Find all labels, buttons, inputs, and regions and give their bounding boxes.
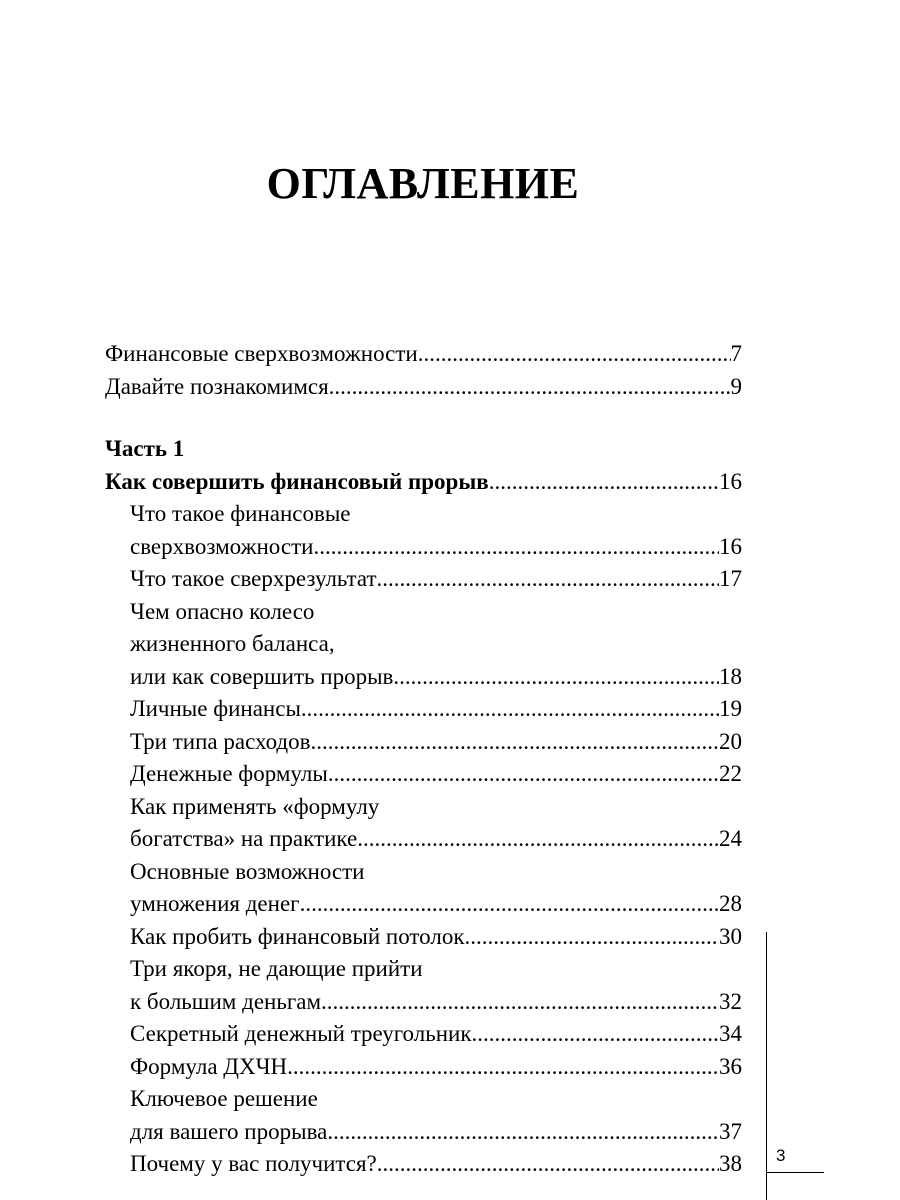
toc-item-page: 30 xyxy=(719,923,742,949)
toc-item-row xyxy=(130,986,742,1019)
toc-dot-leader xyxy=(472,1018,719,1051)
toc-item-page: 36 xyxy=(719,1053,742,1079)
toc-item-title: сверхвозможности xyxy=(130,533,314,559)
toc-item-title: умножения денег xyxy=(130,891,300,916)
toc-item-page: 37 xyxy=(719,1118,742,1144)
toc-dot-leader xyxy=(377,563,719,596)
toc-item-title: для вашего прорыва xyxy=(130,1118,328,1144)
toc-item-title-line: Три якоря, не дающие прийти xyxy=(130,956,423,981)
toc-item-row xyxy=(130,1148,742,1181)
toc-item-title-line: Ключевое решение xyxy=(130,1086,318,1111)
toc-item-row xyxy=(130,531,742,564)
table-of-contents xyxy=(105,338,742,1181)
toc-dot-leader xyxy=(377,1148,719,1181)
toc-entry-page: 7 xyxy=(730,341,742,366)
toc-dot-leader xyxy=(418,338,731,371)
toc-item-page: 24 xyxy=(719,826,742,851)
margin-vertical-rule xyxy=(766,932,767,1200)
toc-dot-leader xyxy=(301,693,719,726)
toc-item[interactable] xyxy=(105,596,742,694)
part-heading-title: Как совершить финансовый прорыв xyxy=(105,468,489,494)
toc-entry[interactable] xyxy=(105,371,742,404)
toc-item-title: Почему у вас получится? xyxy=(130,1151,377,1176)
toc-dot-leader xyxy=(321,986,719,1019)
toc-item-row xyxy=(130,921,742,954)
toc-item[interactable] xyxy=(105,1018,742,1051)
toc-item-title: или как совершить прорыв xyxy=(130,663,394,689)
toc-item-page: 17 xyxy=(719,566,742,591)
toc-item[interactable] xyxy=(105,921,742,954)
toc-item[interactable] xyxy=(105,693,742,726)
toc-dot-leader xyxy=(393,661,719,694)
toc-item-page: 22 xyxy=(719,761,742,786)
part-items-list xyxy=(105,498,742,1181)
toc-entry-page: 9 xyxy=(730,373,742,399)
toc-item-title-line: Чем опасно колесо xyxy=(130,598,315,624)
toc-item[interactable] xyxy=(105,758,742,791)
toc-item-page: 34 xyxy=(719,1021,742,1046)
toc-dot-leader xyxy=(328,758,719,791)
toc-dot-leader xyxy=(329,371,731,404)
toc-entry-title: Финансовые сверхвозможности xyxy=(105,341,418,366)
toc-item-row xyxy=(130,823,742,856)
toc-item-row xyxy=(130,726,742,759)
toc-item[interactable] xyxy=(105,726,742,759)
toc-item-page: 38 xyxy=(719,1151,742,1176)
toc-dot-leader xyxy=(357,823,719,856)
page-title: ОГЛАВЛЕНИЕ xyxy=(266,159,580,208)
part-heading-page: 16 xyxy=(719,468,742,494)
toc-item-page: 18 xyxy=(719,663,742,689)
toc-item-title-line: Как применять «формулу xyxy=(130,793,380,819)
toc-item-page: 19 xyxy=(719,696,742,721)
toc-item[interactable] xyxy=(105,498,742,563)
toc-item-title: богатства» на практике xyxy=(130,826,358,851)
toc-dot-leader xyxy=(489,466,719,499)
toc-item[interactable] xyxy=(105,1148,742,1181)
toc-item-row xyxy=(130,1018,742,1051)
part-heading[interactable] xyxy=(105,466,742,499)
toc-item-page: 16 xyxy=(719,533,742,559)
toc-dot-leader xyxy=(287,1051,719,1084)
toc-item-title-line: Основные возможности xyxy=(130,858,365,884)
toc-item-title-line: жизненного баланса, xyxy=(130,631,335,656)
margin-horizontal-rule xyxy=(766,1172,824,1173)
toc-item[interactable] xyxy=(105,856,742,921)
toc-item-page: 28 xyxy=(719,891,742,916)
toc-dot-leader xyxy=(313,531,719,564)
toc-item-row xyxy=(130,693,742,726)
toc-item-title: Денежные формулы xyxy=(130,761,328,786)
toc-item-row xyxy=(130,661,742,694)
toc-entry[interactable] xyxy=(105,338,742,371)
toc-item-title: к большим деньгам xyxy=(130,988,322,1014)
toc-item[interactable] xyxy=(105,791,742,856)
toc-entry-title: Давайте познакомимся xyxy=(105,373,329,399)
toc-dot-leader xyxy=(465,921,720,954)
toc-item-page: 20 xyxy=(719,728,742,754)
toc-item-title: Что такое сверхрезультат xyxy=(130,566,377,591)
page-number: 3 xyxy=(776,1146,786,1165)
toc-dot-leader xyxy=(311,726,720,759)
toc-item[interactable] xyxy=(105,563,742,596)
toc-item-title: Формула ДХЧН xyxy=(130,1053,288,1079)
toc-item-row xyxy=(130,1116,742,1149)
toc-item-row xyxy=(130,758,742,791)
toc-item-title: Личные финансы xyxy=(130,696,301,721)
toc-item-row xyxy=(130,888,742,921)
toc-item[interactable] xyxy=(105,1083,742,1148)
part-label: Часть 1 xyxy=(105,436,185,461)
toc-dot-leader xyxy=(300,888,719,921)
toc-item-title: Секретный денежный треугольник xyxy=(130,1021,472,1046)
toc-item-row xyxy=(130,1051,742,1084)
toc-item[interactable] xyxy=(105,1051,742,1084)
toc-item-row xyxy=(130,563,742,596)
toc-item-page: 32 xyxy=(719,988,742,1014)
toc-item-title: Как пробить финансовый потолок xyxy=(130,923,465,949)
toc-item[interactable] xyxy=(105,953,742,1018)
toc-item-title: Три типа расходов xyxy=(130,728,311,754)
toc-dot-leader xyxy=(327,1116,719,1149)
toc-item-title-line: Что такое финансовые xyxy=(130,501,351,526)
